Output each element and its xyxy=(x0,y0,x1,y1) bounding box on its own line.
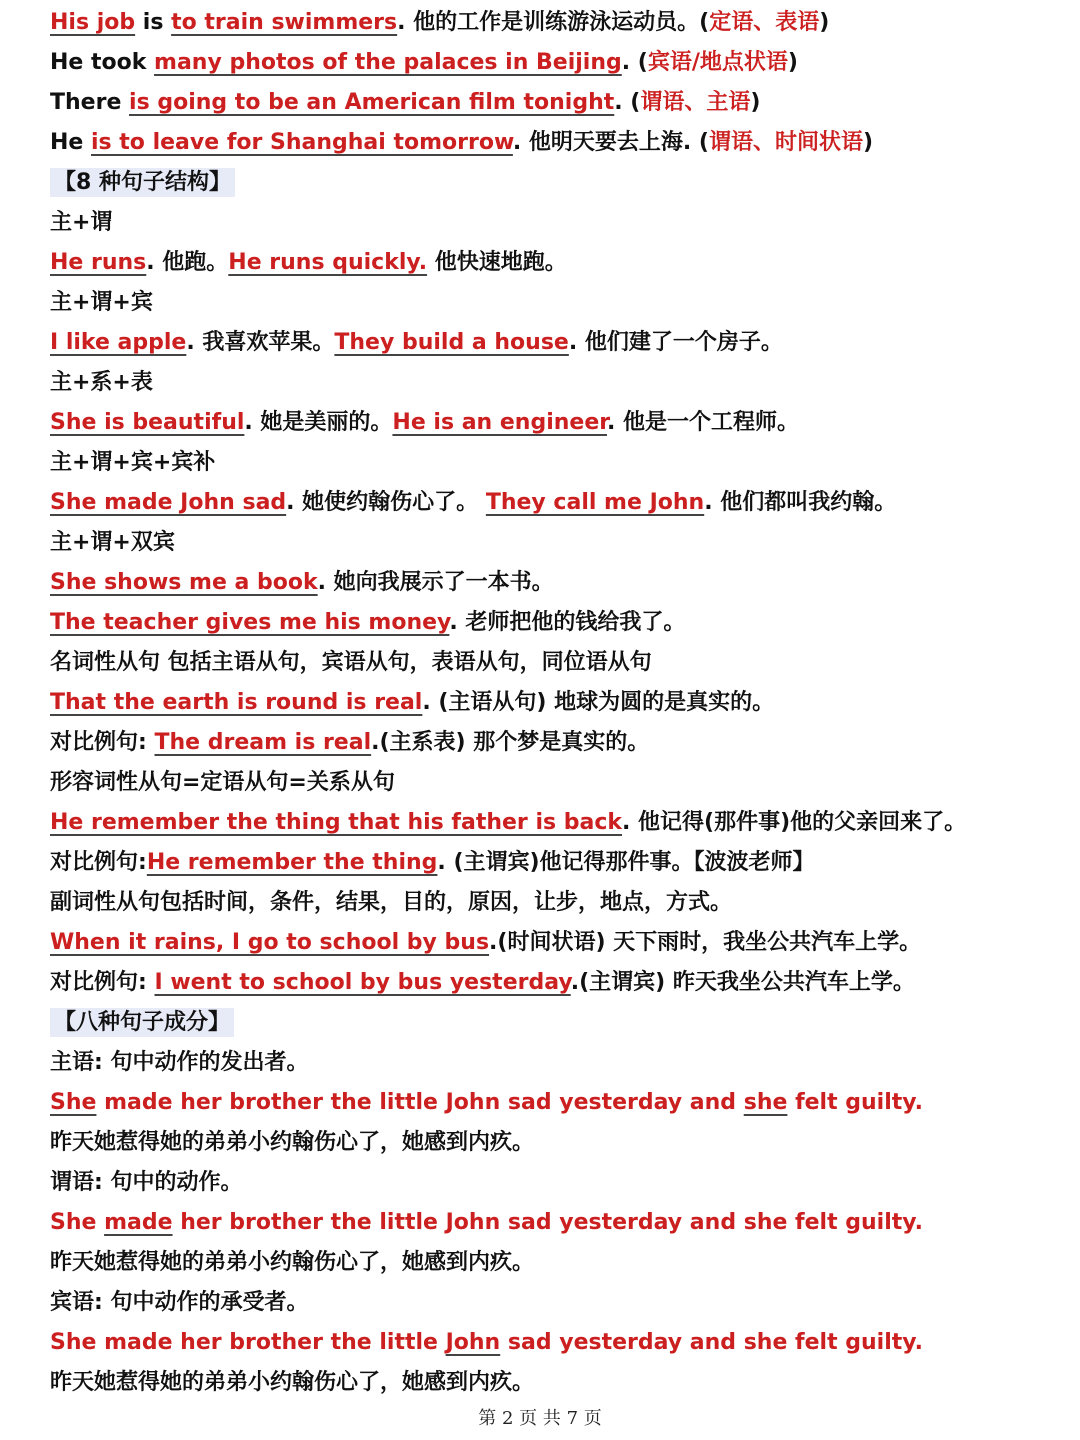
text-segment: 主+谓+双宾 xyxy=(50,530,175,555)
underlined-example: They call me John xyxy=(485,490,705,515)
text-line-l25 xyxy=(50,963,1060,1003)
text-segment: . 他们建了一个房子。 xyxy=(568,330,783,355)
underlined-example: is going to be an American film tonight xyxy=(129,90,615,115)
underlined-example: She made John sad xyxy=(50,490,287,515)
text-segment: . 她向我展示了一本书。 xyxy=(317,570,554,595)
text-segment: her brother the little John sad yesterday and she felt guilty. xyxy=(172,1210,923,1235)
text-segment: ) xyxy=(819,10,830,35)
text-segment: .(主系表) 那个梦是真实的。 xyxy=(371,730,650,755)
text-line-l10 xyxy=(50,363,1060,403)
text-segment: ) xyxy=(787,50,798,75)
text-segment: is xyxy=(135,10,172,35)
text-segment: 对比例句: xyxy=(50,850,147,875)
text-line-l29 xyxy=(50,1123,1060,1163)
text-segment: made her brother the little John sad yesterday and xyxy=(96,1090,744,1115)
underlined-example: I went to school by bus yesterday xyxy=(154,970,571,995)
text-segment: 名词性从句 包括主语从句，宾语从句，表语从句，同位语从句 xyxy=(50,650,652,675)
text-segment: 副词性从句包括时间，条件，结果，目的，原因，让步，地点，方式。 xyxy=(50,890,733,915)
text-segment: 形容词性从句=定语从句=关系从句 xyxy=(50,770,395,795)
text-line-l21 xyxy=(50,803,1060,843)
underlined-example: I like apple xyxy=(50,330,187,355)
underlined-example: That the earth is round is real xyxy=(50,690,423,715)
text-segment: sad yesterday and she felt guilty. xyxy=(500,1330,923,1355)
text-line-l34 xyxy=(50,1323,1060,1363)
underlined-example: The dream is real xyxy=(154,730,372,755)
underlined-example: His job xyxy=(50,10,136,35)
text-line-l02 xyxy=(50,43,1060,83)
text-segment: ) xyxy=(863,130,874,155)
text-line-l20 xyxy=(50,763,1060,803)
text-segment: 宾语/地点状语 xyxy=(647,50,788,75)
text-line-l19 xyxy=(50,723,1060,763)
text-line-l03 xyxy=(50,83,1060,123)
underlined-example: John xyxy=(445,1330,501,1355)
text-segment: He xyxy=(50,130,91,155)
text-segment: . 她是美丽的。 xyxy=(244,410,393,435)
section-heading: 【8 种句子结构】 xyxy=(50,168,235,197)
text-line-l09 xyxy=(50,323,1060,363)
text-line-l01 xyxy=(50,3,1060,43)
text-segment: . ( xyxy=(614,90,641,115)
underlined-example: She shows me a book xyxy=(50,570,318,595)
text-segment: 昨天她惹得她的弟弟小约翰伤心了，她感到内疚。 xyxy=(50,1130,535,1155)
text-segment: She xyxy=(50,1210,105,1235)
text-segment: There xyxy=(50,90,130,115)
underlined-example: made xyxy=(104,1210,173,1235)
text-segment: 主+谓+宾 xyxy=(50,290,153,315)
text-line-l17 xyxy=(50,643,1060,683)
text-segment: 谓语: 句中的动作。 xyxy=(50,1170,243,1195)
underlined-example: He is an engineer xyxy=(392,410,607,435)
text-line-l22 xyxy=(50,843,1060,883)
text-segment: 对比例句: xyxy=(50,730,155,755)
text-line-l15 xyxy=(50,563,1060,603)
text-segment: . 她使约翰伤心了。 xyxy=(286,490,486,515)
text-line-l04 xyxy=(50,123,1060,163)
text-segment: . (主谓宾)他记得那件事。【波波老师】 xyxy=(437,850,815,875)
text-segment: 谓语、主语 xyxy=(640,90,751,115)
underlined-example: she xyxy=(743,1090,788,1115)
text-line-l27 xyxy=(50,1043,1060,1083)
text-segment: . 他明天要去上海. ( xyxy=(512,130,709,155)
text-segment: 宾语: 句中动作的承受者。 xyxy=(50,1290,309,1315)
text-segment: .(主谓宾) 昨天我坐公共汽车上学。 xyxy=(570,970,915,995)
text-line-l26 xyxy=(50,1003,1060,1043)
text-segment: . 我喜欢苹果。 xyxy=(186,330,335,355)
text-segment: . 他记得(那件事)他的父亲回来了。 xyxy=(622,810,967,835)
text-line-l33 xyxy=(50,1283,1060,1323)
text-segment: . ( xyxy=(621,50,648,75)
text-line-l12 xyxy=(50,443,1060,483)
text-line-l07 xyxy=(50,243,1060,283)
underlined-example: He runs xyxy=(50,250,147,275)
text-line-l16 xyxy=(50,603,1060,643)
text-segment: . 他是一个工程师。 xyxy=(606,410,799,435)
text-line-l30 xyxy=(50,1163,1060,1203)
underlined-example: He remember the thing xyxy=(146,850,438,875)
text-line-l08 xyxy=(50,283,1060,323)
text-segment: She made her brother the little xyxy=(50,1330,446,1355)
text-segment: 昨天她惹得她的弟弟小约翰伤心了，她感到内疚。 xyxy=(50,1250,535,1275)
text-line-l18 xyxy=(50,683,1060,723)
underlined-example: They build a house xyxy=(334,330,569,355)
text-segment: ) xyxy=(750,90,761,115)
text-segment: 主+谓+宾+宾补 xyxy=(50,450,216,475)
underlined-example: He runs quickly. xyxy=(228,250,428,275)
text-segment: 定语、表语 xyxy=(709,10,820,35)
text-line-l06 xyxy=(50,203,1060,243)
text-segment: 他快速地跑。 xyxy=(427,250,567,275)
text-line-l35 xyxy=(50,1363,1060,1403)
text-line-l23 xyxy=(50,883,1060,923)
text-segment: . 老师把他的钱给我了。 xyxy=(449,610,686,635)
underlined-example: many photos of the palaces in Beijing xyxy=(154,50,622,75)
underlined-example: to train swimmers xyxy=(171,10,398,35)
underlined-example: She xyxy=(50,1090,97,1115)
text-segment: .(时间状语) 天下雨时，我坐公共汽车上学。 xyxy=(489,930,922,955)
text-segment: 主+系+表 xyxy=(50,370,153,395)
text-segment: . (主语从句) 地球为圆的是真实的。 xyxy=(422,690,775,715)
text-line-l14 xyxy=(50,523,1060,563)
text-segment: . 他们都叫我约翰。 xyxy=(704,490,897,515)
text-segment: 昨天她惹得她的弟弟小约翰伤心了，她感到内疚。 xyxy=(50,1370,535,1395)
text-line-l28 xyxy=(50,1083,1060,1123)
text-line-l32 xyxy=(50,1243,1060,1283)
text-segment: He took xyxy=(50,50,155,75)
text-segment: . 他跑。 xyxy=(146,250,229,275)
text-line-l11 xyxy=(50,403,1060,443)
underlined-example: He remember the thing that his father is back xyxy=(50,810,622,835)
text-segment: 谓语、时间状语 xyxy=(708,130,863,155)
text-segment: felt guilty. xyxy=(787,1090,923,1115)
text-line-l31 xyxy=(50,1203,1060,1243)
underlined-example: She is beautiful xyxy=(50,410,245,435)
text-line-l13 xyxy=(50,483,1060,523)
underlined-example: The teacher gives me his money xyxy=(50,610,450,635)
section-heading: 【八种句子成分】 xyxy=(50,1008,234,1037)
underlined-example: is to leave for Shanghai tomorrow xyxy=(91,130,513,155)
text-segment: 主语: 句中动作的发出者。 xyxy=(50,1050,309,1075)
underlined-example: When it rains, I go to school by bus xyxy=(50,930,490,955)
text-segment: 对比例句: xyxy=(50,970,155,995)
page-footer: 第 2 页 共 7 页 xyxy=(478,1408,602,1429)
text-segment: . 他的工作是训练游泳运动员。( xyxy=(397,10,710,35)
text-line-l24 xyxy=(50,923,1060,963)
text-segment: 主+谓 xyxy=(50,210,113,235)
text-line-l05 xyxy=(50,163,1060,203)
